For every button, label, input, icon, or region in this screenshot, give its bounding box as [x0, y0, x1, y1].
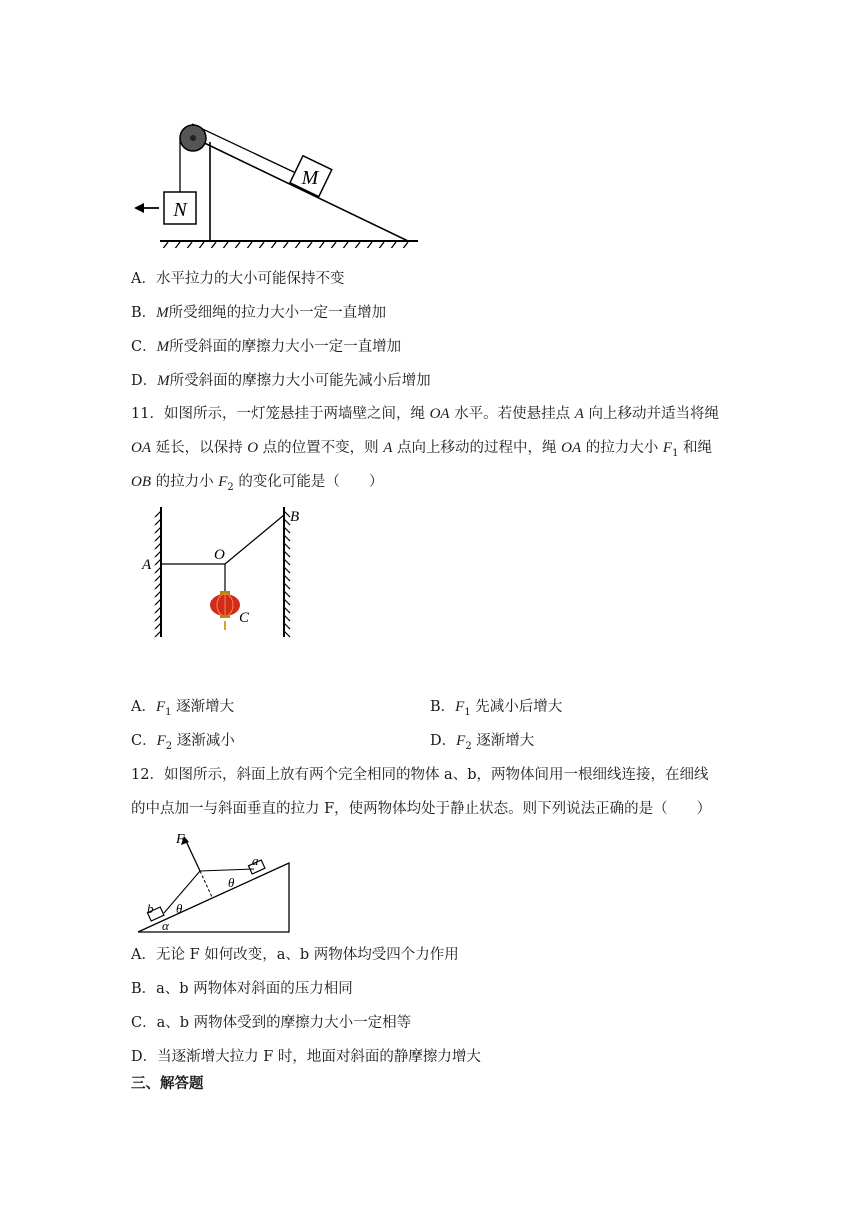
incline-force-figure [134, 825, 299, 937]
q10-option-a[interactable]: A．水平拉力的大小可能保持不变 [131, 271, 345, 287]
point-o-label: O [214, 547, 225, 563]
q10-option-c[interactable]: C．M所受斜面的摩擦力大小一定一直增加 [131, 339, 402, 355]
block-n-label: N [173, 199, 187, 221]
q11-stem-line-3: OB 的拉力小 $F_2$ 的变化可能是（ ） [131, 474, 384, 493]
theta-left-label: θ [176, 901, 183, 916]
lantern-walls-figure [138, 503, 303, 643]
q12-option-b[interactable]: B．a、b 两物体对斜面的压力相同 [131, 981, 353, 997]
section-heading: 三、解答题 [131, 1075, 204, 1092]
q10-option-d[interactable]: D．M所受斜面的摩擦力大小可能先减小后增加 [131, 373, 431, 389]
q12-option-d[interactable]: D．当逐渐增大拉力 F 时，地面对斜面的静摩擦力增大 [131, 1049, 481, 1065]
q11-stem-line-1: 11．如图所示，一灯笼悬挂于两墙壁之间，绳 OA 水平。若使悬挂点 A 向上移动并适当将绳 [131, 406, 720, 422]
q12-stem-line-2: 的中点加一与斜面垂直的拉力 F，使两物体均处于静止状态。则下列说法正确的是（ ） [131, 801, 712, 817]
q11-option-c[interactable]: C．$F_2$ 逐渐减小 [131, 733, 235, 752]
q10-option-b[interactable]: B．M所受细绳的拉力大小一定一直增加 [131, 305, 387, 321]
block-m-label: M [301, 167, 319, 189]
alpha-label: α [162, 918, 169, 933]
q12-option-c[interactable]: C．a、b 两物体受到的摩擦力大小一定相等 [131, 1015, 412, 1031]
q11-option-b[interactable]: B．$F_1$ 先减小后增大 [430, 699, 563, 718]
q12-stem-line-1: 12．如图所示，斜面上放有两个完全相同的物体 a、b，两物体间用一根细线连接，在细线 [131, 767, 709, 783]
q12-option-a[interactable]: A．无论 F 如何改变，a、b 两物体均受四个力作用 [131, 947, 459, 963]
point-b-label: B [290, 509, 300, 525]
point-a-label: A [142, 557, 152, 573]
q11-option-a[interactable]: A．$F_1$ 逐渐增大 [131, 699, 235, 718]
block-b-label: b [147, 901, 154, 916]
block-a-label: a [252, 853, 259, 868]
q11-stem-line-2: OA 延长，以保持 O 点的位置不变，则 A 点向上移动的过程中，绳 OA 的拉力大小 $F_1$ 和绳 [131, 440, 713, 459]
pulley-incline-figure [128, 118, 428, 248]
force-f-label: F [176, 832, 185, 847]
lantern-c-label: C [239, 610, 250, 626]
q11-option-d[interactable]: D．$F_2$ 逐渐增大 [430, 733, 535, 752]
theta-right-label: θ [228, 875, 235, 890]
